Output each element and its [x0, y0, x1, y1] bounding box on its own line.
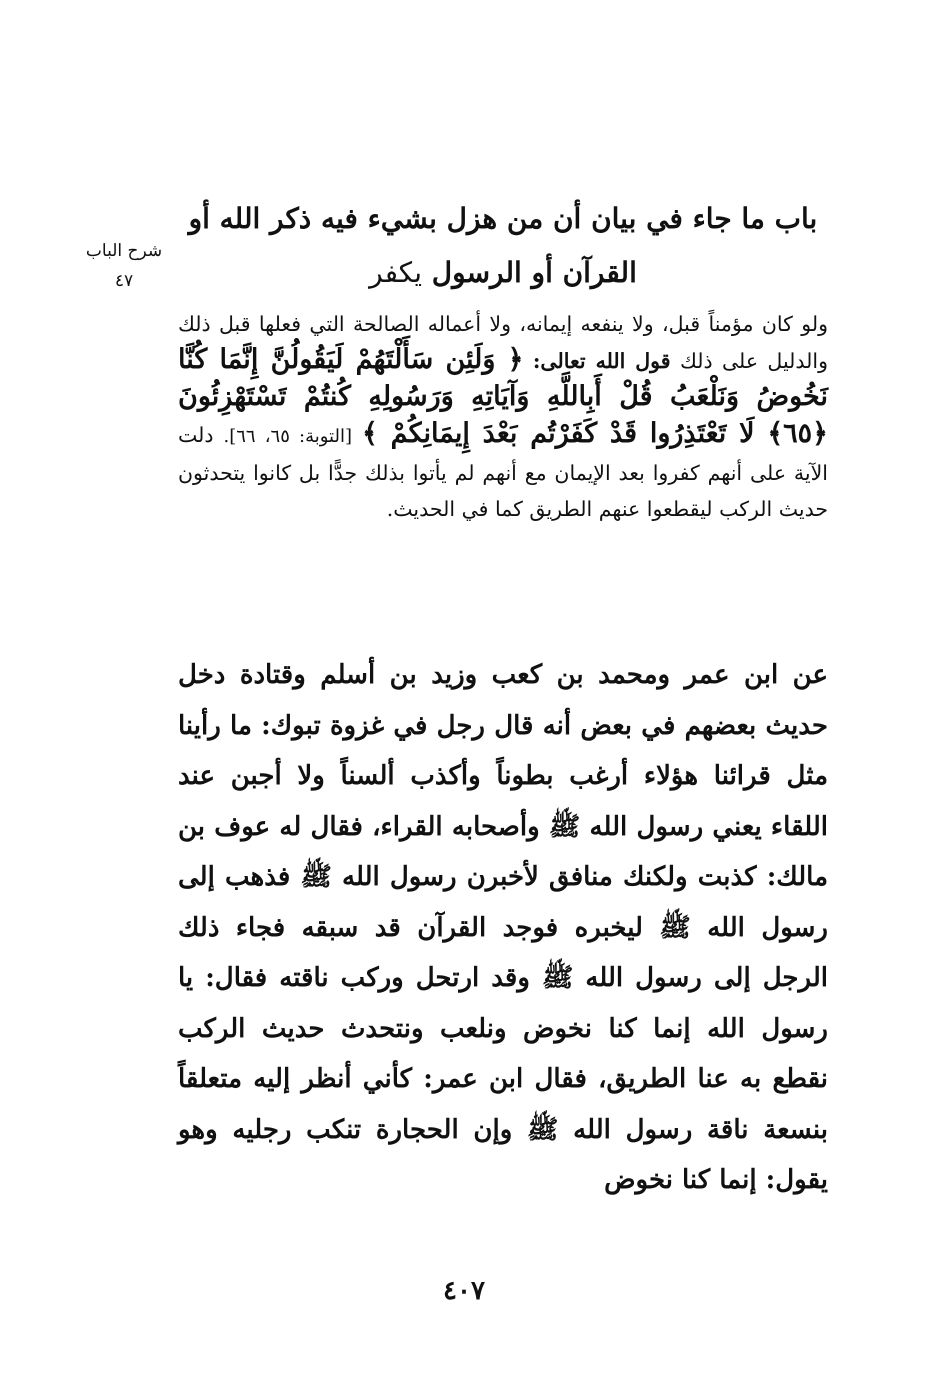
hadith-paragraph: [178, 650, 828, 1206]
chapter-heading-light: يكفر: [369, 256, 423, 289]
page-number: ٤٠٧: [443, 1276, 485, 1306]
quran-verse: ﴿ وَلَئِن سَأَلْتَهُمْ لَيَقُولُنَّ إِنَّمَا كُنَّا نَخُوضُ وَنَلْعَبُ قُلْ أَبِاللَّهِ وَآيَاتِهِ وَرَسُولِهِ كُنتُمْ تَسْتَهْزِئُونَ ﴿٦٥﴾ لَا تَعْتَذِرُوا قَدْ كَفَرْتُم بَعْدَ إِيمَانِكُمْ ﴾: [178, 344, 828, 449]
verse-citation: [التوبة: ٦٥، ٦٦].: [223, 426, 352, 447]
hadith-text: عن ابن عمر ومحمد بن كعب وزيد بن أسلم وقتادة دخل حديث بعضهم في بعض أنه قال رجل في غزوة تبوك: ما رأينا مثل قرائنا هؤلاء أرغب بطوناً وأكذب ألسناً ولا أجبن عند اللقاء يعني رسول الله ﷺ وأصحابه القراء، فقال له عوف بن مالك: كذبت ولكنك منافق لأخبرن رسول الله ﷺ فذهب إلى رسول الله ﷺ ليخبره فوجد القرآن قد سبقه فجاء ذلك الرجل إلى رسول الله ﷺ وقد ارتحل وركب ناقته فقال: يا رسول الله إنما كنا نخوض ونلعب ونتحدث حديث الركب نقطع به عنا الطريق، فقال ابن عمر: كأني أنظر إليه متعلقاً بنسعة ناقة رسول الله ﷺ وإن الحجارة تنكب رجليه وهو يقول: إنما كنا نخوض: [178, 660, 828, 1195]
commentary-intro: ولو كان مؤمناً قبل، ولا ينفعه إيمانه، ولا أعماله الصالحة التي فعلها قبل ذلك والدليل على ذلك: [178, 312, 828, 373]
commentary-intro-bold: قول الله تعالى:: [532, 349, 671, 373]
margin-note: [72, 236, 176, 296]
margin-note-label: شرح الباب: [85, 241, 163, 261]
margin-note-page-ref: ٤٧: [114, 271, 134, 291]
chapter-heading: [178, 192, 828, 300]
commentary-paragraph: [178, 306, 828, 527]
chapter-heading-bold: باب ما جاء في بيان أن من هزل بشيء فيه ذكر الله أو القرآن أو الرسول: [188, 202, 818, 289]
commentary-explanation: دلت الآية على أنهم كفروا بعد الإيمان مع أنهم لم يأتوا بذلك جدًّا بل كانوا يتحدثون حديث الركب ليقطعوا عنهم الطريق كما في الحديث.: [178, 423, 828, 521]
